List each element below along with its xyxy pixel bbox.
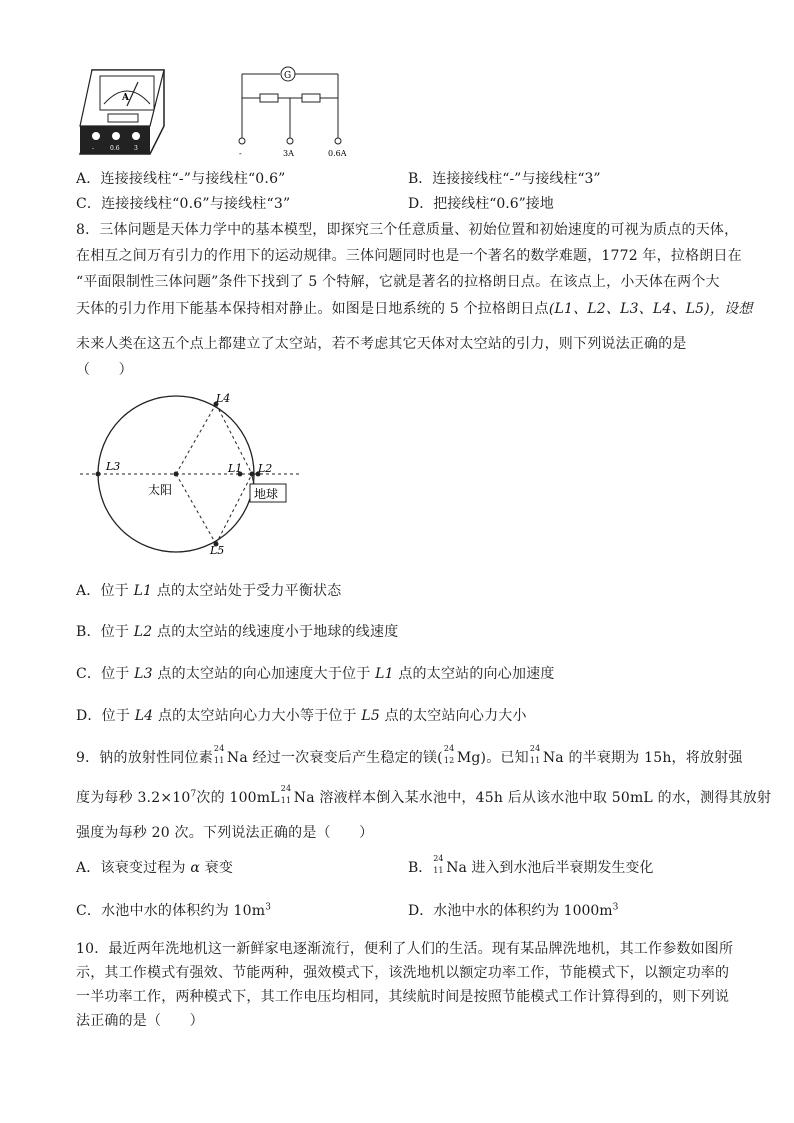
point-l5: L5 bbox=[210, 544, 225, 557]
sun-label: 太阳 bbox=[148, 483, 173, 497]
opt-b-point: L2 bbox=[133, 624, 153, 640]
mg-mass: 24 bbox=[443, 744, 455, 753]
opt-d-mid: 点的太空站向心力大小等于位于 bbox=[153, 708, 362, 724]
q8-option-a[interactable] bbox=[76, 580, 341, 600]
q9-b-pre: B． bbox=[408, 860, 433, 876]
na-mass-3: 24 bbox=[280, 784, 292, 793]
na-z-4: 11 bbox=[433, 866, 444, 875]
opt-b-text: 点的太空站的线速度小于地球的线速度 bbox=[152, 624, 399, 640]
opt-c-mid: 点的太空站的向心加速度大于位于 bbox=[152, 666, 376, 682]
lagrange-diagram bbox=[80, 388, 300, 558]
q10-text-line-4: 法正确的是（ ） bbox=[76, 1013, 204, 1029]
opt-c-point: L3 bbox=[134, 666, 153, 682]
q10-text-line-3: 一半功率工作，两种模式下，其工作电压均相同，其续航时间是按照节能模式工作计算得到的，则下列说 bbox=[76, 989, 730, 1005]
mg-z: 12 bbox=[443, 756, 455, 765]
q8-text-line-4 bbox=[76, 298, 753, 318]
q9-l1-a: 9．钠的放射性同位素 bbox=[76, 750, 213, 766]
q9-d-text: D．水池中水的体积约为 1000m bbox=[408, 903, 613, 919]
q7-option-d[interactable]: D．把接线柱“0.6”接地 bbox=[408, 196, 554, 212]
na-mass-4: 24 bbox=[433, 854, 444, 863]
q8-option-d[interactable] bbox=[76, 705, 527, 725]
galvanometer-label: G bbox=[284, 71, 292, 81]
point-l3: L3 bbox=[106, 460, 121, 473]
q9-a-post: 衰变 bbox=[200, 860, 234, 876]
q9-l1-c: Mg)。已知 bbox=[456, 750, 529, 766]
na-nuclide-4 bbox=[432, 854, 446, 875]
q9-text-line-3: 强度为每秒 20 次。下列说法正确的是（ ） bbox=[76, 825, 374, 841]
q9-option-a[interactable] bbox=[76, 857, 233, 877]
q9-l2-b: 次的 100mL bbox=[196, 790, 280, 806]
terminal-06: 0.6 bbox=[110, 145, 120, 152]
q9-option-c[interactable] bbox=[76, 900, 271, 920]
lagrange-points-label: (L1、L2、L3、L4、L5)，设想 bbox=[548, 301, 753, 317]
q9-option-d[interactable] bbox=[408, 900, 618, 920]
circuit-terminal-3a: 3A bbox=[283, 149, 294, 158]
q7-option-c[interactable]: C．连接接线柱“0.6”与接线柱“3” bbox=[76, 196, 291, 212]
q10-text-line-2: 示，其工作模式有强效、节能两种，强效模式下，该洗地机以额定功率工作，节能模式下，以额定功率的 bbox=[76, 965, 730, 981]
q7-option-a[interactable]: A．连接接线柱“-”与接线柱“0.6” bbox=[76, 171, 286, 187]
q8-text-line-6: （ ） bbox=[76, 362, 133, 378]
meter-scale-label: A bbox=[122, 93, 129, 103]
point-l2: L2 bbox=[258, 462, 273, 475]
q9-a-pre: A．该衰变过程为 bbox=[76, 860, 191, 876]
opt-d-point: L4 bbox=[134, 708, 154, 724]
q7-option-b[interactable]: B．连接接线柱“-”与接线柱“3” bbox=[408, 171, 601, 187]
na-mass-2: 24 bbox=[529, 744, 541, 753]
q9-l2-c: Na 溶液样本倒入某水池中，45h 后从该水池中取 50mL 的水，测得其放射 bbox=[293, 790, 772, 806]
q9-text-line-1: 9．钠的放射性同位素 24 11 Na 经过一次衰变后产生稳定的镁( 24 12 Mg)。已知 24 11 Na 的半衰期为 15h，将放射强 bbox=[76, 744, 743, 766]
q8-text-line-5: 未来人类在这五个点上都建立了太空站，若不考虑其它天体对太空站的引力，则下列说法正确的是 bbox=[76, 336, 687, 352]
circuit-terminal-06a: 0.6A bbox=[328, 149, 347, 158]
opt-d-text: 点的太空站向心力大小 bbox=[380, 708, 527, 724]
q9-l1-b: Na 经过一次衰变后产生稳定的镁 bbox=[226, 750, 438, 766]
na-mass: 24 bbox=[213, 744, 225, 753]
q9-l1-d: Na 的半衰期为 15h，将放射强 bbox=[542, 750, 743, 766]
q9-b-post: Na 进入到水池后半衰期发生变化 bbox=[446, 860, 654, 876]
earth-label: 地球 bbox=[254, 487, 279, 501]
opt-a-point: L1 bbox=[133, 583, 153, 599]
q8-option-b[interactable] bbox=[76, 621, 398, 641]
na-z: 11 bbox=[213, 756, 225, 765]
circuit-terminal-minus: - bbox=[239, 149, 242, 158]
terminal-3: 3 bbox=[134, 145, 138, 152]
q8-text-line-1: 8．三体问题是天体力学中的基本模型，即探究三个任意质量、初始位置和初始速度的可视为质点的天体， bbox=[76, 222, 739, 238]
point-l4: L4 bbox=[216, 392, 231, 405]
q8-text-line-2: 在相互之间万有引力的作用下的运动规律。三体问题同时也是一个著名的数学难题，1772 年，拉格朗日在 bbox=[76, 248, 742, 264]
q10-text-line-1: 10．最近两年洗地机这一新鲜家电逐渐流行，便利了人们的生活。现有某品牌洗地机，其工作参数如图所 bbox=[76, 941, 734, 957]
ammeter-figure bbox=[72, 66, 172, 158]
na-nuclide-2 bbox=[529, 744, 543, 765]
q9-exp: 7 bbox=[190, 789, 197, 800]
opt-a-prefix: A．位于 bbox=[76, 583, 134, 599]
q8-option-c[interactable] bbox=[76, 663, 555, 683]
na-z-2: 11 bbox=[529, 756, 541, 765]
opt-c-prefix: C．位于 bbox=[76, 666, 135, 682]
q9-option-b[interactable] bbox=[408, 854, 654, 877]
q8-text-line-3: “平面限制性三体问题”条件下找到了 5 个特解，它就是著名的拉格朗日点。在该点上，小天体在两个大 bbox=[76, 274, 720, 290]
point-l1: L1 bbox=[228, 462, 243, 475]
opt-a-text: 点的太空站处于受力平衡状态 bbox=[152, 583, 342, 599]
circuit-diagram bbox=[232, 62, 362, 160]
opt-d-prefix: D．位于 bbox=[76, 708, 135, 724]
q9-text-line-2 bbox=[76, 784, 772, 807]
q9-d-exp: 3 bbox=[612, 902, 619, 913]
opt-b-prefix: B．位于 bbox=[76, 624, 134, 640]
q8-line4-text: 天体的引力作用下能基本保持相对静止。如图是日地系统的 5 个拉格朗日点 bbox=[76, 301, 549, 317]
q9-l2-a: 度为每秒 3.2×10 bbox=[76, 790, 191, 806]
mg-nuclide bbox=[443, 744, 457, 765]
alpha-symbol: α bbox=[190, 860, 201, 876]
opt-d-point2: L5 bbox=[361, 708, 381, 724]
na-z-3: 11 bbox=[280, 796, 292, 805]
na-nuclide bbox=[213, 744, 227, 765]
na-nuclide-3 bbox=[280, 784, 294, 805]
opt-c-point2: L1 bbox=[375, 666, 394, 682]
opt-c-text: 点的太空站的向心加速度 bbox=[393, 666, 555, 682]
terminal-minus: - bbox=[92, 145, 95, 152]
q9-c-exp: 3 bbox=[265, 902, 272, 913]
q9-c-text: C．水池中水的体积约为 10m bbox=[76, 903, 266, 919]
